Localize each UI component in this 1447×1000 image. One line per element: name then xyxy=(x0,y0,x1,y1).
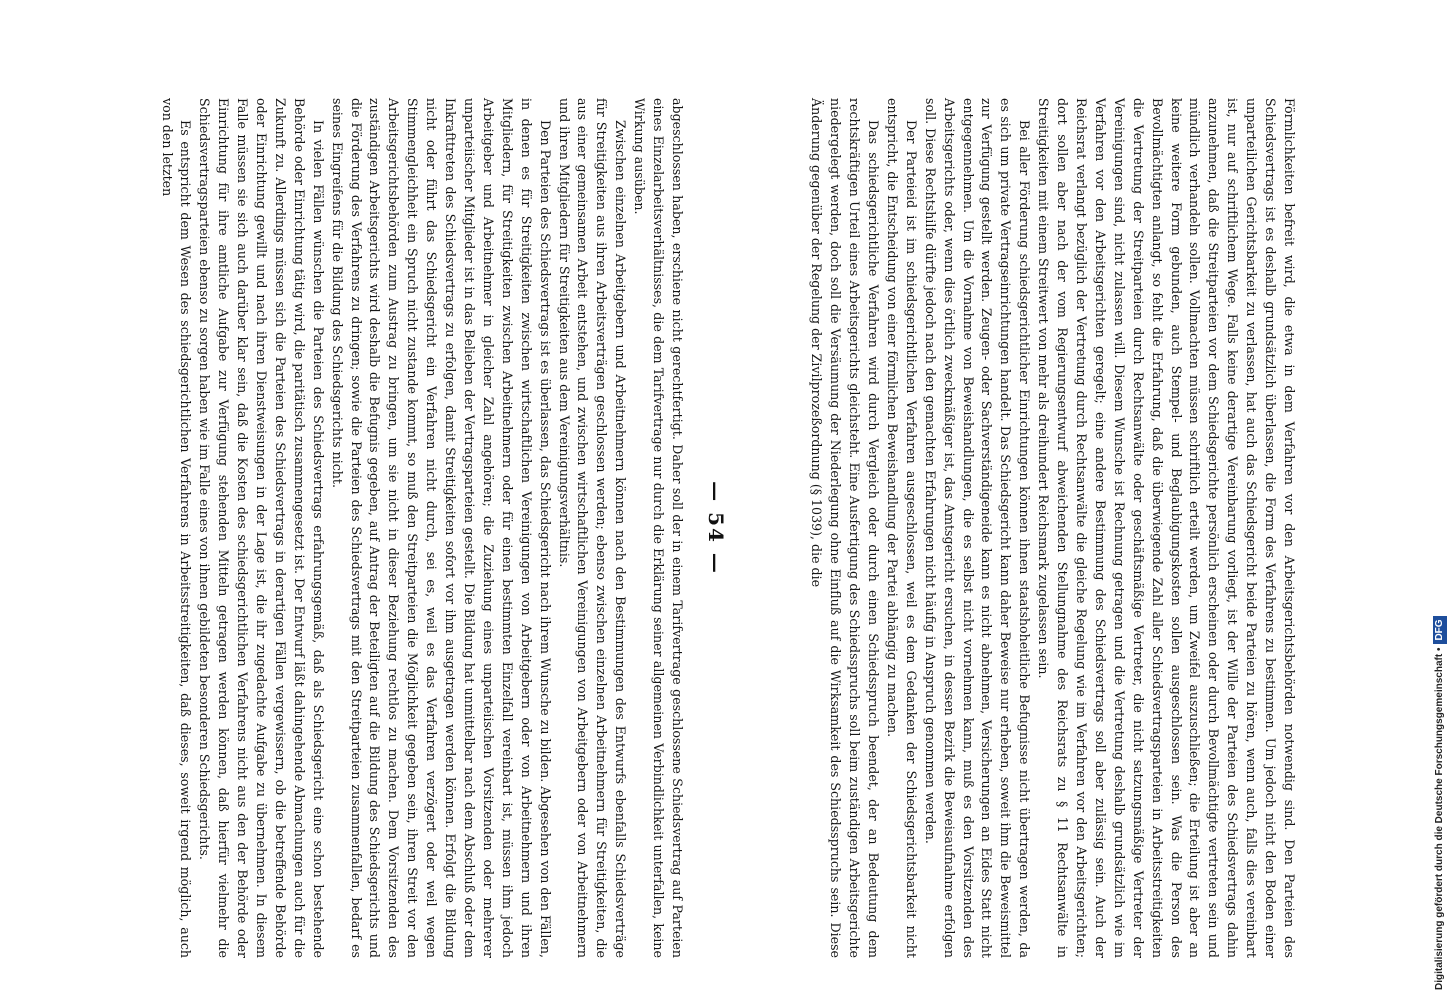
paragraph: Der Parteieid ist im schiedsgerichtlichen Verfahren ausgeschlossen, weil es dem Gedanken der Schiedsgerichtsbarkeit nicht entspricht, die Entscheidung von einer förmlichen Beweishandlung der Partei abhängig zu machen. xyxy=(884,98,919,958)
paragraph: Den Parteien des Schiedsvertrags ist es überlassen, das Schiedsgericht nach ihrem Wunsche zu bilden. Abgesehen von den Fällen, in denen es für Streitigkeiten zwischen wirtschaftlichen Vereinigungen von Arbeitgebern oder von Arbeitnehmern und ihren Mitgliedern, für Streitigkeiten zwischen Arbeitnehmern oder für einen bestimmten Einzelfall vereinbart ist, müssen ihm jedoch Arbeitgeber und Arbeitnehmer in gleicher Zahl angehören; die Zuziehung eines unparteiischen Vorsitzenden oder mehrerer unparteiischer Mitglieder ist in das Belieben der Vertragsparteien gestellt. Die Bildung hat unmittelbar nach dem Abschluß oder dem Inkrafttreten des Schiedsvertrags zu erfolgen, damit Streitigkeiten sofort vor ihm ausgetragen werden können. Erfolgt die Bildung nicht oder führt das Schiedsgericht ein Verfahren nicht durch, sei es, weil es das Verfahren verzögert oder weil wegen Stimmengleichheit ein Spruch nicht zustande kommt, so muß den Streitparteien die Möglichkeit gegeben sein, ihren Streit vor den Arbeitsgerichtsbehörden zum Austrag zu bringen, um sie nicht in dieser Beziehung rechtlos zu machen. Dem Vorsitzenden des zuständigen Arbeitsgerichts wird deshalb die Befugnis gegeben, auf Antrag der Beteiligten auf die Bildung des Schiedsgerichts und die Förderung des Verfahrens zu dringen; sowie die Parteien des Schiedsvertrags mit den Streitparteien zusammenfallen, bedarf es seines Eingreifens für die Bildung des Schiedsgerichts nicht. xyxy=(329,98,553,958)
paragraph: abgeschlossen haben, erschiene nicht gerechtfertigt. Daher soll der in einem Tarifvertrage geschlossene Schiedsvertrag auf Parteien eines Einzelarbeitsverhältnisses, die dem Tarifvertrage nur durch die Erklärung seiner allgemeinen Verbindlichkeit unterfallen, keine Wirkung ausüben. xyxy=(632,98,685,958)
paragraph: Das schiedsgerichtliche Verfahren wird durch Vergleich oder durch einen Schiedsspruch beendet, der an Bedeutung dem rechtskräftigen Urteil eines Arbeitsgerichts gleichsteht. Eine Ausfertigung des Schiedsspruchs soll beim zuständigen Arbeitsgerichte niedergelegt werden, doch soll die Versäumung der Niederlegung ohne Einfluß auf die Wirksamkeit des Schiedsspruchs sein. Diese Änderung gegenüber der Regelung der Zivilprozeßordnung (§ 1039), die die xyxy=(809,98,882,958)
paragraph: Es entspricht dem Wesen des schiedsgerichtlichen Verfahrens in Arbeitsstreitigkeiten, daß dieses, soweit irgend möglich, auch von den letzten xyxy=(159,98,194,958)
dfg-logo: DFG xyxy=(1433,616,1447,643)
digitization-credit xyxy=(1419,10,1445,990)
text-column-second xyxy=(733,98,1298,958)
credit-text: Digitalisierung gefördert durch die Deutsche Forschungsgemeinschaft • xyxy=(1434,647,1445,990)
paragraph: In vielen Fällen wünschen die Parteien des Schiedsvertrags erfahrungsgemäß, daß als Schiedsgericht eine schon bestehende Behörde oder Einrichtung tätig wird, die paritätisch zusammengesetzt ist. Der Entwurf läßt dahingehende Abmachungen auch für die Zukunft zu. Allerdings müssen sich die Parteien des Schiedsvertrags in derartigen Fällen vergewissern, ob die betreffende Behörde oder Einrichtung gewillt und nach ihren Dienstweisungen in der Lage ist, die ihr zugedachte Aufgabe zu übernehmen. In diesem Falle müssen sie sich auch darüber klar sein, daß die Kosten des schiedsgerichtlichen Verfahrens nicht aus den der Behörde oder Einrichtung für ihre amtliche Aufgabe zur Verfügung stehenden Mitteln getragen werden können, daß hierfür vielmehr die Schiedsvertragsparteien ebenso zu sorgen haben wie im Falle eines von ihnen gebildeten besonderen Schiedsgerichts. xyxy=(197,98,326,958)
page-content xyxy=(108,88,1298,968)
text-column-first xyxy=(116,98,686,958)
page-number: — 54 — xyxy=(704,481,728,575)
paragraph: Förmlichkeiten befreit wird, die etwa in dem Verfahren vor den Arbeitsgerichtsbehörden notwendig sind. Den Parteien des Schiedsvertrags ist es deshalb grundsätzlich überlassen, die Form des Verfahrens zu bestimmen. Um jedoch nicht den Boden einer unparteilichen Gerichtsbarkeit zu verlassen, hat auch das Schiedsgericht beide Parteien zu hören, wenn auch, falls dies vereinbart ist, nur auf schriftlichem Wege. Falls keine derartige Vereinbarung vorliegt, ist der Wille der Parteien des Schiedsvertrags dahin anzunehmen, daß die Streitparteien vor dem Schiedsgerichte persönlich erscheinen oder durch Bevollmächtigte vertreten sein und mündlich verhandeln sollen. Vollmachten müssen schriftlich erteilt werden, um Zweifel auszuschließen; die Erteilung ist aber an keine weitere Form gebunden, auch Stempel- und Beglaubigungskosten sollen ausgeschlossen sein. Was die Person des Bevollmächtigten anlangt, so fehlt die Erfahrung, daß die überwiegende Zahl aller Schiedsvertragsparteien in Arbeitsstreitigkeiten die Vertretung der Streitparteien durch Rechtsanwälte oder geschäftsmäßige Vertreter, die nicht satzungsmäßige Vertreter der Vereinigungen sind, nicht zulassen will. Diesem Wunsche ist Rechnung getragen und die Vertretung deshalb grundsätzlich wie im Verfahren vor den Arbeitsgerichten geregelt; eine andere Bestimmung des Schiedsvertrags soll aber zulässig sein. Auch der Reichsrat verlangt bezüglich der Vertretung durch Rechtsanwälte die gleiche Regelung wie im Verfahren vor den Arbeitsgerichten; dort sollen aber nach der vom Regierungsentwurf abweichenden Stellungnahme des Reichsrats zu § 11 Rechtsanwälte in Streitigkeiten mit einem Streitwert von mehr als dreihundert Reichsmark zugelassen sein. xyxy=(1036,98,1297,958)
rotated-page-frame xyxy=(108,88,1298,968)
paragraph: Zwischen einzelnen Arbeitgebern und Arbeitnehmern können nach den Bestimmungen des Entwurfs ebenfalls Schiedsverträge für Streitigkeiten aus ihren Arbeitsverträgen geschlossen werden; ebenso zwischen einzelnen Arbeitnehmern für Streitigkeiten, die aus einer gemeinsamen Arbeit entstehen, und zwischen wirtschaftlichen Vereinigungen von Arbeitgebern oder von Arbeitnehmern und ihren Mitgliedern für Streitigkeiten aus dem Vereinigungsverhältnis. xyxy=(556,98,629,958)
paragraph: Bei aller Förderung schiedsgerichtlicher Einrichtungen können ihnen staatshoheitliche Befugnisse nicht übertragen werden, da es sich um private Vertragseinrichtungen handelt. Das Schiedsgericht kann daher Beweise nur erheben, soweit ihm die Beweismittel zur Verfügung gestellt werden. Zeugen- oder Sachverständigeneide kann es nicht abnehmen, Versicherungen an Eides Statt nicht entgegennehmen. Um die Vornahme von Beweishandlungen, die es selbst nicht vornehmen kann, muß es den Vorsitzenden des Arbeitsgerichts oder, wenn dies örtlich zweckmäßiger ist, das Amtsgericht ersuchen, in dessen Bezirk die Beweisaufnahme erfolgen soll. Diese Rechtshilfe dürfte jedoch nach den gemachten Erfahrungen nicht häufig in Anspruch genommen werden. xyxy=(922,98,1033,958)
